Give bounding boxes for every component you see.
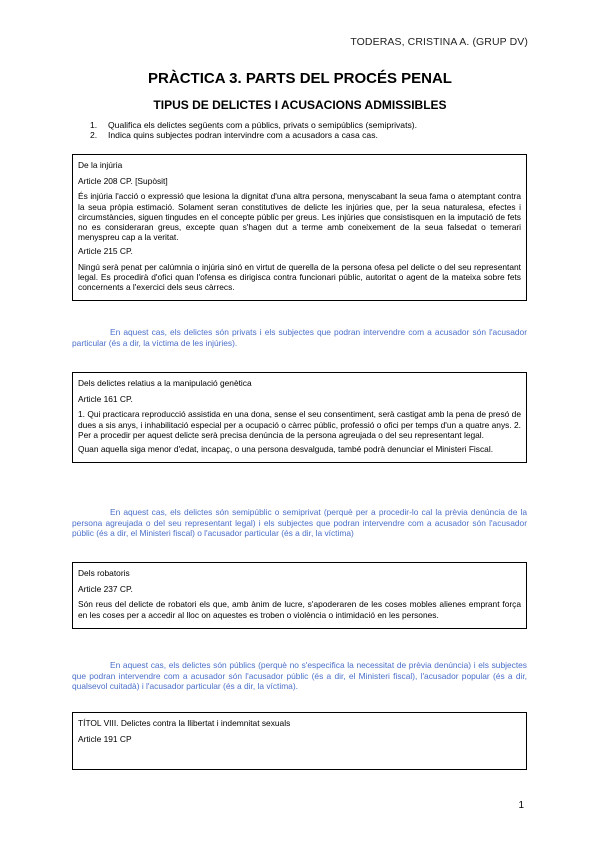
author-header: TODERAS, CRISTINA A. (GRUP DV) bbox=[350, 36, 528, 48]
article-text: Són reus del delicte de robatori els que, amb ànim de lucre, s'apoderaren de les coses mobles alienes emprant força en les coses per a accedir al lloc on aquestes es troben o violència o intimidació en les persones. bbox=[78, 599, 521, 620]
article-ref: Article 161 CP. bbox=[78, 394, 133, 405]
section-heading: De la injúria bbox=[78, 160, 123, 170]
article-ref: Article 215 CP. bbox=[78, 246, 133, 257]
article-text: Quan aquella siga menor d'edat, incapaç, o una persona desvalguda, també podrà denunciar el Ministeri Fiscal. bbox=[78, 444, 494, 455]
page-number: 1 bbox=[518, 800, 524, 811]
task-list bbox=[90, 120, 417, 140]
section-heading: TÍTOL VIII. Delictes contra la llibertat i indemnitat sexuals bbox=[78, 718, 291, 728]
law-box-llibertat-sexual bbox=[72, 712, 527, 770]
law-box-robatoris bbox=[72, 562, 527, 629]
section-heading: Dels robatoris bbox=[78, 568, 130, 578]
section-heading: Dels delictes relatius a la manipulació genètica bbox=[78, 378, 252, 388]
article-ref: Article 191 CP bbox=[78, 734, 132, 745]
article-ref: Article 237 CP. bbox=[78, 584, 133, 595]
answer-text: En aquest cas, els delictes són semipúblic o semiprivat (perquè per a procedir-lo cal la prèvia denúncia de la persona agreujada o del seu representant legal) i els subjectes que podran intervendre com a acusador són l'acusador públic (és a dir, el Ministeri fiscal) o l'acusador particular (és a dir, la víctima) bbox=[72, 507, 527, 539]
law-box-manipulacio-genetica bbox=[72, 372, 527, 463]
article-ref: Article 208 CP. [Supòsit] bbox=[78, 176, 168, 187]
law-box-injuria bbox=[72, 154, 527, 301]
list-item: 2. Indica quins subjectes podran intervindre com a acusadors a casa cas. bbox=[90, 130, 378, 140]
list-item: 1. Qualifica els delictes següents com a públics, privats o semipúblics (semiprivats). bbox=[90, 120, 418, 130]
article-text: 1. Qui practicara reproducció assistida en una dona, sense el seu consentiment, serà castigat amb la pena de presó de dues a sis anys, i inhabilitació especial per a ocupació o càrrec públic, professió o ofici per temps d'un a quatre anys. 2. Per a procedir per aquest delicte serà precisa denúncia de la persona agreujada o del seu representant legal. bbox=[78, 409, 521, 440]
page-title: PRÀCTICA 3. PARTS DEL PROCÉS PENAL bbox=[148, 70, 452, 87]
answer-text: En aquest cas, els delictes són públics (perquè no s'especifica la necessitat de prèvia denúncia) i els subjectes que podran intervendre com a acusador són l'acusador públic (és a dir, el Ministeri fiscal), l'acusador popular (és a dir, qualsevol cuitadà) i l'acusador particular (és a dir, la víctima). bbox=[72, 660, 527, 692]
article-text: És injúria l'acció o expressió que lesiona la dignitat d'una altra persona, menyscabant la seua fama o atemptant contra la seua pròpia estimació. Solament seran constitutives de delicte les injúries que, per la seua naturalesa, efectes i circumstàncies, siguen tingudes en el concepte públic per greus. Les injúries que consistisquen en la imputació de fets no es consideraran greus, excepte quan s'hagen dut a terme amb coneixement de la seua falsedat o temerari menyspreu cap a la veritat. bbox=[78, 191, 521, 243]
article-text: Ningú serà penat per calúmnia o injúria sinó en virtut de querella de la persona ofesa pel delicte o del seu representant legal. Es procedirà d'ofici quan l'ofensa es dirigisca contra funcionari públic, autoritat o agent de la mateixa sobre fets concernents a l'exercici dels seus càrrecs. bbox=[78, 261, 521, 293]
page-subtitle: TIPUS DE DELICTES I ACUSACIONS ADMISSIBLES bbox=[153, 98, 447, 112]
answer-text: En aquest cas, els delictes són privats i els subjectes que podran intervendre com a acusador són l'acusador particular (és a dir, la víctima de les injúries). bbox=[72, 327, 527, 348]
